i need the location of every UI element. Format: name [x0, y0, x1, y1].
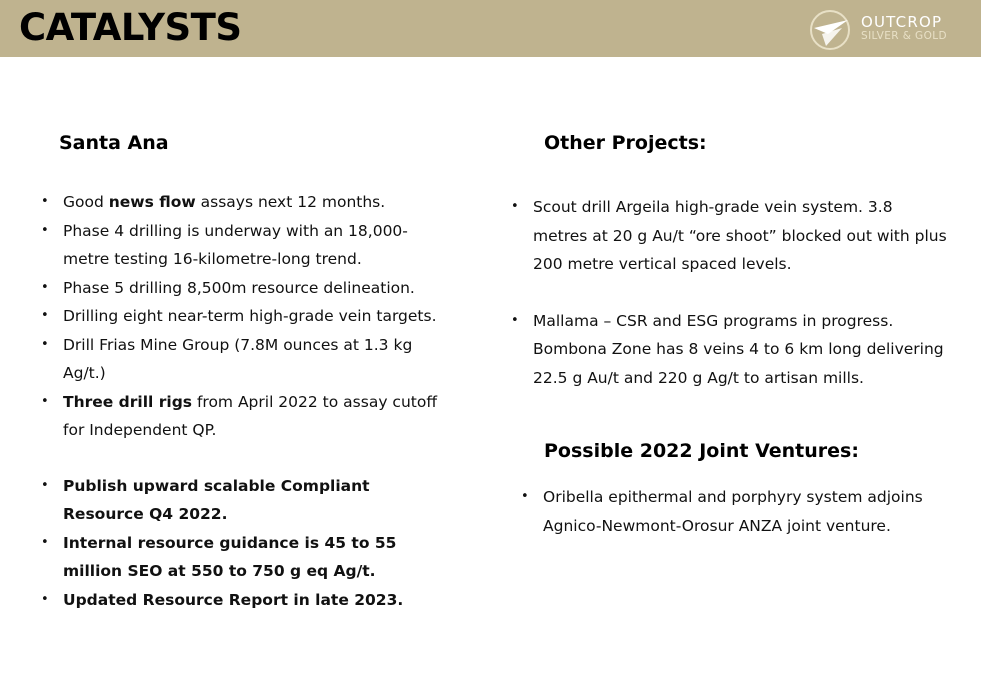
santa-ana-bullet: [41, 274, 451, 303]
bullet-bold-text: news flow: [108, 193, 196, 211]
joint-venture-bullet: • Oribella epithermal and porphyry system adjoins Agnico-Newmont-Orosur ANZA joint venture.: [521, 483, 941, 540]
bullet-bold-text: Updated Resource Report in late 2023.: [63, 590, 404, 609]
santa-ana-bullet: [41, 331, 451, 388]
santa-ana-bullet: [41, 529, 451, 586]
bullet-text: assays next 12 months.: [195, 193, 386, 211]
outcrop-logo-icon: [808, 8, 852, 52]
bullet-text: Drilling eight near-term high-grade vein targets.: [63, 307, 437, 325]
other-projects-heading: Other Projects:: [544, 132, 707, 154]
bullet-text: Phase 5 drilling 8,500m resource delineation.: [63, 278, 415, 297]
santa-ana-list: [41, 188, 451, 614]
santa-ana-bullet: [41, 188, 451, 217]
bullet-text: Drill Frias Mine Group (7.8M ounces at 1.3 kg Ag/t.): [63, 335, 413, 382]
company-logo: [808, 8, 968, 52]
santa-ana-bullet: [41, 302, 451, 331]
bullet-text: Good: [63, 193, 109, 211]
santa-ana-heading: Santa Ana: [59, 132, 169, 154]
logo-tagline: SILVER & GOLD: [861, 30, 947, 42]
santa-ana-bullet: [41, 586, 451, 615]
bullet-text: from April 2022 to assay cutoff for Independent QP.: [63, 392, 438, 439]
slide-title: CATALYSTS: [19, 6, 242, 49]
santa-ana-bullet: [41, 217, 451, 274]
bullet-text: Phase 4 drilling is underway with an 18,000-metre testing 16-kilometre-long trend.: [63, 221, 408, 268]
other-projects-bullet: • Scout drill Argeila high-grade vein system. 3.8 metres at 20 g Au/t “ore shoot” blocked out with plus 200 metre vertical spaced levels.: [511, 193, 951, 279]
bullet-bold-text: Internal resource guidance is 45 to 55 million SEO at 550 to 750 g eq Ag/t.: [63, 533, 397, 580]
bullet-bold-text: Publish upward scalable Compliant Resource Q4 2022.: [63, 476, 370, 523]
bullet-bold-text: Three drill rigs: [63, 392, 193, 411]
logo-name: OUTCROP: [861, 13, 943, 31]
joint-ventures-heading: Possible 2022 Joint Ventures:: [544, 440, 859, 462]
other-projects-list: [511, 193, 951, 392]
joint-ventures-list: [521, 483, 941, 540]
other-projects-bullet: • Mallama – CSR and ESG programs in progress. Bombona Zone has 8 veins 4 to 6 km long delivering 22.5 g Au/t and 220 g Ag/t to artisan mills.: [511, 307, 951, 393]
santa-ana-bullet: [41, 388, 451, 445]
santa-ana-bullet: [41, 472, 451, 529]
